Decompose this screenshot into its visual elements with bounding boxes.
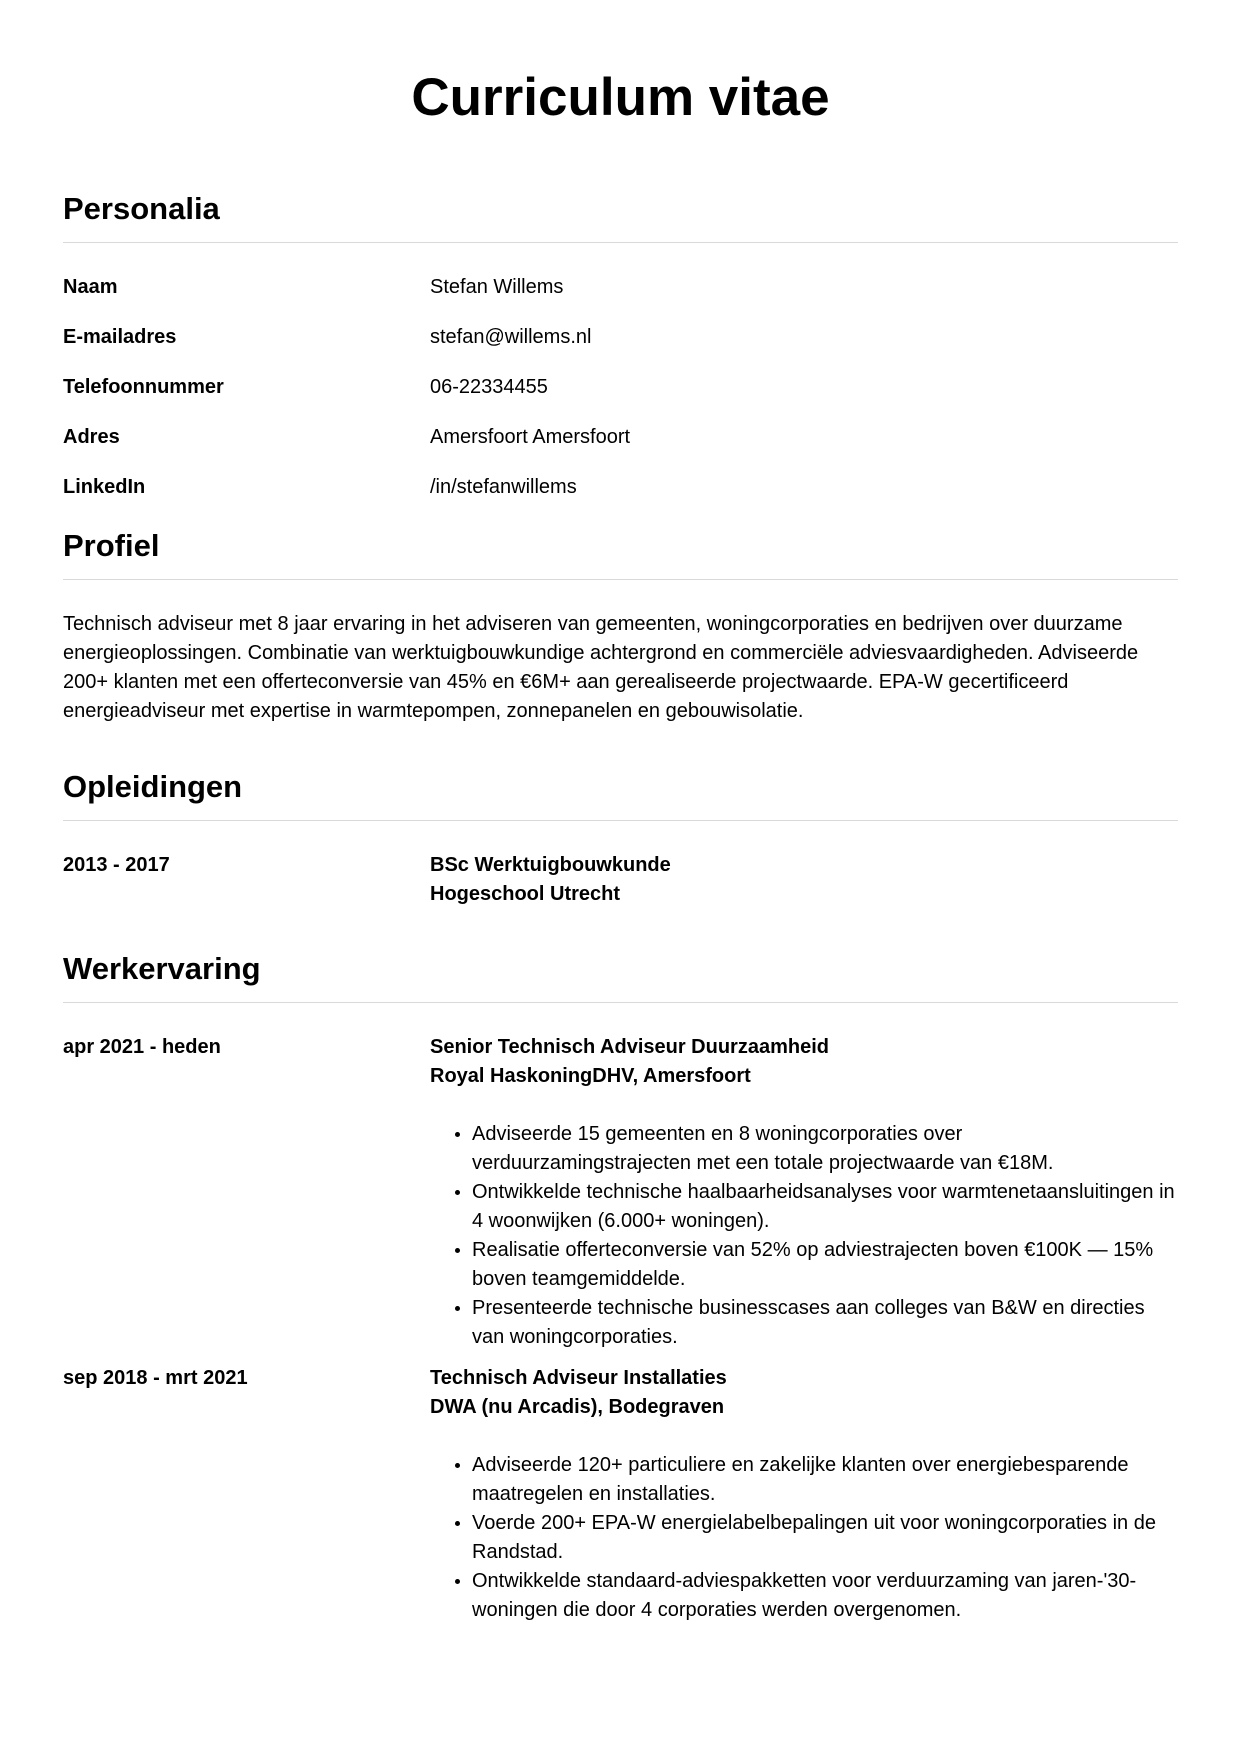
section-divider xyxy=(63,1002,1178,1003)
achievement-item: • Adviseerde 120+ particuliere en zakelijke klanten over energiebesparende maatregelen en installaties. xyxy=(472,1451,1178,1509)
personalia-row-address xyxy=(63,423,1178,473)
personalia-list xyxy=(63,273,1178,523)
job-item xyxy=(63,1033,1178,1352)
achievement-item: • Ontwikkelde standaard-adviespakketten voor verduurzaming van jaren-'30-woningen die door 4 corporaties werden overgenomen. xyxy=(472,1567,1178,1625)
field-label: E-mailadres xyxy=(63,326,177,348)
section-heading-werkervaring: Werkervaring xyxy=(63,951,261,986)
job-period: apr 2021 - heden xyxy=(63,1036,221,1058)
achievement-item: • Voerde 200+ EPA-W energielabelbepalingen uit voor woningcorporaties in de Randstad. xyxy=(472,1509,1178,1567)
section-heading-opleidingen: Opleidingen xyxy=(63,769,243,804)
education-details xyxy=(430,851,1178,909)
job-list xyxy=(63,1033,1178,1625)
job-period: sep 2018 - mrt 2021 xyxy=(63,1367,248,1389)
achievement-item: • Realisatie offerteconversie van 52% op adviestrajecten boven €100K — 15% boven teamgemiddelde. xyxy=(472,1236,1178,1294)
achievement-item: • Adviseerde 15 gemeenten en 8 woningcorporaties over verduurzamingstrajecten met een totale projectwaarde van €18M. xyxy=(472,1120,1178,1178)
job-role: Senior Technisch Adviseur Duurzaamheid xyxy=(430,1036,829,1058)
personalia-row-phone xyxy=(63,373,1178,423)
section-heading-personalia: Personalia xyxy=(63,191,220,226)
field-label: Naam xyxy=(63,276,118,298)
education-school: Hogeschool Utrecht xyxy=(430,883,621,905)
field-value: Stefan Willems xyxy=(430,276,564,298)
job-details xyxy=(430,1364,1178,1625)
field-label: Adres xyxy=(63,426,120,448)
achievement-item: • Presenteerde technische businesscases aan colleges van B&W en directies van woningcorporaties. xyxy=(472,1294,1178,1352)
job-item xyxy=(63,1364,1178,1625)
field-label: LinkedIn xyxy=(63,476,146,498)
profile-summary: Technisch adviseur met 8 jaar ervaring in het adviseren van gemeenten, woningcorporaties en bedrijven over duurzame energieoplossingen. Combinatie van werktuigbouwkundige achtergrond en commerciële adviesvaardigheden. Adviseerde 200+ klanten met een offerteconversie van 45% en €6M+ aan gerealiseerde projectwaarde. EPA-W gecertificeerd energieadviseur met expertise in warmtepompen, zonnepanelen en gebouwisolatie. xyxy=(63,613,1139,722)
education-period: 2013 - 2017 xyxy=(63,854,170,876)
job-achievements xyxy=(430,1120,1178,1352)
job-details xyxy=(430,1033,1178,1352)
section-personalia xyxy=(63,189,1178,523)
personalia-row-name xyxy=(63,273,1178,323)
section-divider xyxy=(63,820,1178,821)
field-value: stefan@willems.nl xyxy=(430,326,592,348)
section-heading-profiel: Profiel xyxy=(63,528,160,563)
job-company: Royal HaskoningDHV, Amersfoort xyxy=(430,1065,751,1087)
education-degree: BSc Werktuigbouwkunde xyxy=(430,854,671,876)
achievement-item: • Ontwikkelde technische haalbaarheidsanalyses voor warmtenetaansluitingen in 4 woonwijken (6.000+ woningen). xyxy=(472,1178,1178,1236)
field-value: /in/stefanwillems xyxy=(430,476,577,498)
job-role: Technisch Adviseur Installaties xyxy=(430,1367,727,1389)
section-profiel xyxy=(63,526,1178,726)
section-opleidingen xyxy=(63,767,1178,909)
field-value: Amersfoort Amersfoort xyxy=(430,426,631,448)
field-label: Telefoonnummer xyxy=(63,376,224,398)
field-value: 06-22334455 xyxy=(430,376,548,398)
section-divider xyxy=(63,242,1178,243)
personalia-row-email xyxy=(63,323,1178,373)
section-werkervaring xyxy=(63,949,1178,1625)
section-divider xyxy=(63,579,1178,580)
document-title: Curriculum vitae xyxy=(411,68,830,127)
job-company: DWA (nu Arcadis), Bodegraven xyxy=(430,1396,725,1418)
job-achievements xyxy=(430,1451,1178,1625)
personalia-row-linkedin xyxy=(63,473,1178,523)
education-list xyxy=(63,851,1178,909)
education-item xyxy=(63,851,1178,909)
